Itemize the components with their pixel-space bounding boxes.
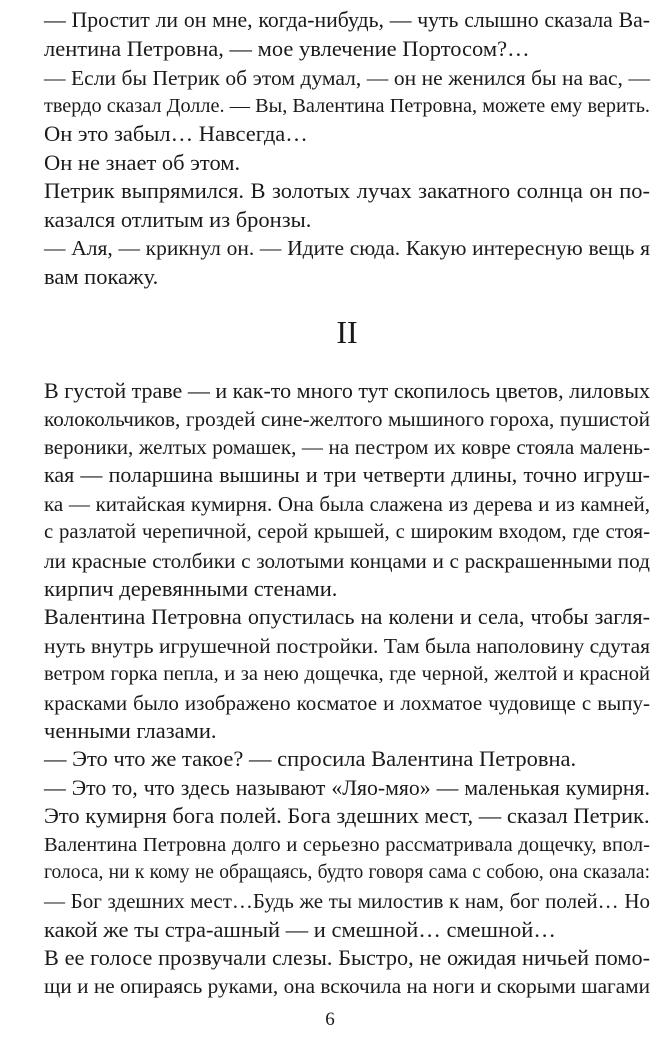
text-line: — Если бы Петрик об этом думал, — он не женился бы на вас, — bbox=[44, 66, 650, 90]
text-line: лентина Петровна, — мое увлечение Портосом?… bbox=[44, 36, 530, 61]
text-line: казался отлитым из бронзы. bbox=[44, 207, 312, 232]
text-line: Петрик выпрямился. В золотых лучах закатного солнца он по- bbox=[44, 178, 650, 203]
page-number: 6 bbox=[325, 1009, 335, 1030]
text-line: — Это то, что здесь называют «Ляо-мяо» — маленькая кумирня. bbox=[44, 776, 650, 800]
text-line: Валентина Петровна долго и серьезно рассматривала дощечку, впол- bbox=[44, 834, 650, 856]
text-line: вероники, желтых ромашек, — на пестром их ковре стояла малень- bbox=[44, 435, 650, 459]
text-line: голоса, ни к кому не обращаясь, будто говоря сама с собою, она сказала: bbox=[44, 862, 650, 883]
text-line: Валентина Петровна опустилась на колени и села, чтобы загля- bbox=[44, 604, 650, 629]
text-line: красками было изображено косматое и лохматое чудовище с выпу- bbox=[44, 691, 650, 715]
text-line: — Аля, — крикнул он. — Идите сюда. Какую интересную вещь я bbox=[44, 236, 650, 260]
text-line: — Простит ли он мне, когда-нибудь, — чуть слышно сказала Ва- bbox=[44, 8, 650, 32]
text-line: ветром горка пепла, и за нею дощечка, где черной, желтой и красной bbox=[44, 663, 650, 685]
text-line: — Бог здешних мест…Будь же ты милостив к нам, бог полей… Но bbox=[44, 889, 650, 913]
text-line: какой же ты стра-ашный — и смешной… смешной… bbox=[44, 917, 556, 942]
text-line: В густой траве — и как-то много тут скопилось цветов, лиловых bbox=[44, 378, 650, 403]
text-line: Он не знает об этом. bbox=[44, 150, 241, 175]
text-line: нуть внутрь игрушечной постройки. Там была наполовину сдутая bbox=[44, 634, 650, 658]
section-heading: II bbox=[336, 314, 358, 350]
text-line: вам покажу. bbox=[44, 264, 159, 289]
text-line: В ее голосе прозвучали слезы. Быстро, не ожидая ничьей помо- bbox=[44, 945, 650, 970]
text-line: ка — китайская кумирня. Она была слажена из дерева и из камней, bbox=[44, 492, 650, 516]
text-line: — Это что же такое? — спросила Валентина Петровна. bbox=[44, 746, 577, 771]
text-line: с разлатой черепичной, серой крышей, с широким входом, где стоя- bbox=[44, 521, 650, 543]
text-line: кирпич деревянными стенами. bbox=[44, 576, 338, 601]
text-line: ченными глазами. bbox=[44, 718, 217, 743]
text-line: колокольчиков, гроздей сине-желтого мышиного гороха, пушистой bbox=[44, 407, 650, 431]
text-line: Это кумирня бога полей. Бога здешних мест, — сказал Петрик. bbox=[44, 803, 650, 828]
text-line: ли красные столбики с золотыми концами и с раскрашенными под bbox=[44, 549, 650, 573]
text-line: кая — поларшина вышины и три четверти длины, точно игруш- bbox=[44, 462, 650, 487]
text-line: твердо сказал Долле. — Вы, Валентина Петровна, можете ему верить. bbox=[44, 95, 650, 117]
text-line: щи и не опираясь руками, она вскочила на ноги и скорыми шагами bbox=[44, 974, 650, 998]
text-line: Он это забыл… Навсегда… bbox=[44, 121, 308, 146]
